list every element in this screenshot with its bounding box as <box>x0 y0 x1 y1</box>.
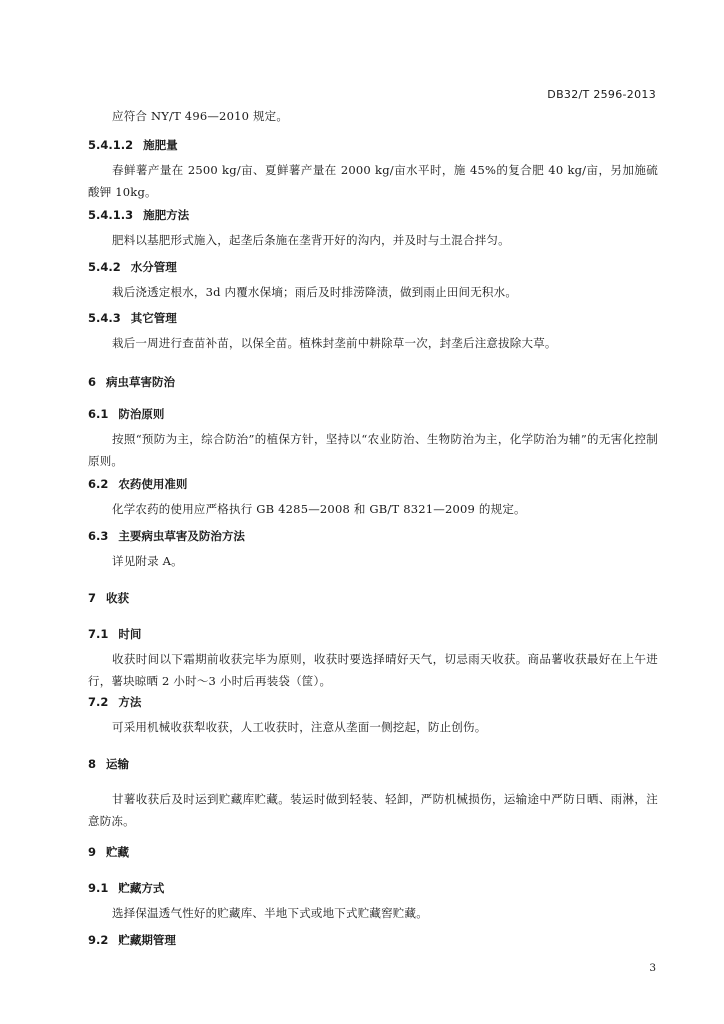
section-number: 5.4.3 <box>88 311 121 325</box>
paragraph-harvest-method: 可采用机械收获犁收获，人工收获时，注意从垄面一侧挖起，防止创伤。 <box>112 720 487 734</box>
heading-6 <box>88 374 658 390</box>
paragraph-water-management: 栽后浇透定根水，3d 内覆水保墒；雨后及时排涝降渍，做到雨止田间无积水。 <box>112 285 518 299</box>
heading-6-3 <box>88 528 658 544</box>
paragraph-storage-method: 选择保温透气性好的贮藏库、半地下式或地下式贮藏窖贮藏。 <box>112 906 428 920</box>
section-number: 9.1 <box>88 881 109 895</box>
heading-9-1 <box>88 880 658 896</box>
section-number: 6 <box>88 375 97 389</box>
section-title: 贮藏期管理 <box>118 933 176 947</box>
heading-5-4-2 <box>88 259 658 275</box>
heading-7-2 <box>88 694 658 710</box>
section-title: 农药使用准则 <box>118 477 188 491</box>
section-number: 6.1 <box>88 407 109 421</box>
section-title: 贮藏方式 <box>118 881 165 895</box>
section-number: 7.1 <box>88 627 109 641</box>
heading-5-4-3 <box>88 310 658 326</box>
section-title: 时间 <box>118 627 142 641</box>
document-code: DB32/T 2596-2013 <box>547 88 656 101</box>
section-title: 施肥量 <box>143 138 178 152</box>
section-number: 6.3 <box>88 529 109 543</box>
section-number: 5.4.1.2 <box>88 138 134 152</box>
section-title: 施肥方法 <box>143 208 190 222</box>
heading-6-1 <box>88 406 658 422</box>
paragraph-transport: 甘薯收获后及时运到贮藏库贮藏。装运时做到轻装、轻卸，严防机械损伤，运输途中严防日晒、雨淋，注意防冻。 <box>88 792 658 828</box>
paragraph-fertilizer-method: 肥料以基肥形式施入，起垄后条施在垄背开好的沟内，并及时与土混合拌匀。 <box>112 233 510 247</box>
section-number: 8 <box>88 757 97 771</box>
paragraph-pesticide-rules: 化学农药的使用应严格执行 GB 4285—2008 和 GB/T 8321—2009 的规定。 <box>112 502 526 516</box>
heading-9-2 <box>88 932 658 948</box>
heading-5-4-1-3 <box>88 207 658 223</box>
heading-6-2 <box>88 476 658 492</box>
section-number: 7 <box>88 591 97 605</box>
section-title: 运输 <box>106 757 130 771</box>
section-number: 9.2 <box>88 933 109 947</box>
section-number: 7.2 <box>88 695 109 709</box>
heading-8 <box>88 756 658 772</box>
section-title: 收获 <box>106 591 130 605</box>
section-title: 其它管理 <box>130 311 177 325</box>
section-number: 5.4.1.3 <box>88 208 134 222</box>
section-number: 5.4.2 <box>88 260 121 274</box>
heading-9 <box>88 844 658 860</box>
paragraph-harvest-time: 收获时间以下霜期前收获完毕为原则，收获时要选择晴好天气，切忌雨天收获。商品薯收获最好在上午进行，薯块晾晒 2 小时～3 小时后再装袋（筐）。 <box>88 652 658 688</box>
paragraph-fertilizer-standard: 应符合 NY/T 496—2010 规定。 <box>112 109 289 123</box>
paragraph-other-management: 栽后一周进行查苗补苗，以保全苗。植株封垄前中耕除草一次，封垄后注意拔除大草。 <box>112 336 557 350</box>
section-number: 6.2 <box>88 477 109 491</box>
section-title: 贮藏 <box>106 845 130 859</box>
paragraph-fertilizer-amount: 春鲜薯产量在 2500 kg/亩、夏鲜薯产量在 2000 kg/亩水平时，施 45%的复合肥 40 kg/亩，另加施硫酸钾 10kg。 <box>88 163 658 199</box>
section-number: 9 <box>88 845 97 859</box>
section-title: 方法 <box>118 695 142 709</box>
section-title: 病虫草害防治 <box>106 375 176 389</box>
section-title: 主要病虫草害及防治方法 <box>118 529 245 543</box>
section-title: 防治原则 <box>118 407 165 421</box>
heading-7-1 <box>88 626 658 642</box>
section-title: 水分管理 <box>130 260 177 274</box>
page-number: 3 <box>649 962 656 974</box>
heading-7 <box>88 590 658 606</box>
heading-5-4-1-2 <box>88 137 658 153</box>
paragraph-control-principle: 按照“预防为主，综合防治”的植保方针，坚持以“农业防治、生物防治为主，化学防治为辅”的无害化控制原则。 <box>88 432 658 468</box>
paragraph-see-appendix: 详见附录 A。 <box>112 554 183 568</box>
